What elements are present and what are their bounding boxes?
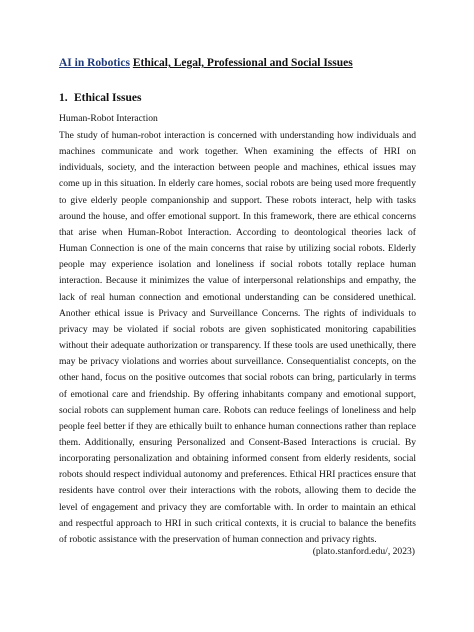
document-title [59, 56, 353, 71]
subheading: Human-Robot Interaction [59, 113, 158, 124]
citation: (plato.stanford.edu/, 2023) [312, 546, 415, 557]
section-number: 1. [59, 92, 68, 104]
section-title: Ethical Issues [74, 92, 142, 104]
section-heading [59, 91, 141, 106]
document-title-rest: Ethical, Legal, Professional and Social Issues [132, 57, 353, 69]
body-paragraph: The study of human-robot interaction is concerned with understanding how individuals and machines communicate and work together. When examining the effects of HRI on individuals, society, and the interaction between people and machines, ethical issues may come up in this situation. In elderly care homes, social robots are being used more frequently to give elderly people companionship and support. These robots interact, help with tasks around the house, and offer emotional support. In this framework, there are ethical concerns that arise when Human-Robot Interaction. According to deontological theories lack of Human Connection is one of the main concerns that raise by utilizing social robots. Elderly people may experience isolation and loneliness if social robots totally replace human interaction. Because it minimizes the value of interpersonal relationships and empathy, the lack of real human connection and emotional understanding can be considered unethical. Another ethical issue is Privacy and Surveillance Concerns. The rights of individuals to privacy may be violated if social robots are given sophisticated monitoring capabilities without their adequate authorization or transparency. If these tools are used unethically, there may be privacy violations and worries about surveillance. Consequentialist concepts, on the other hand, focus on the positive outcomes that social robots can bring, particularly in terms of emotional care and friendship. By offering inhabitants company and emotional support, social robots can supplement human care. Robots can reduce feelings of loneliness and help people feel better if they are ethically built to enhance human connections rather than replace them. Additionally, ensuring Personalized and Consent-Based Interactions is crucial. By incorporating personalization and obtaining informed consent from elderly residents, social robots should respect individual autonomy and preferences. Ethical HRI practices ensure that residents have control over their interactions with the robots, allowing them to decide the level of engagement and privacy they are comfortable with. In order to maintain an ethical and respectful approach to HRI in such critical contexts, it is crucial to balance the benefits of robotic assistance with the preservation of human connection and privacy rights. [59, 130, 416, 545]
document-title-prefix: AI in Robotics [59, 57, 130, 69]
